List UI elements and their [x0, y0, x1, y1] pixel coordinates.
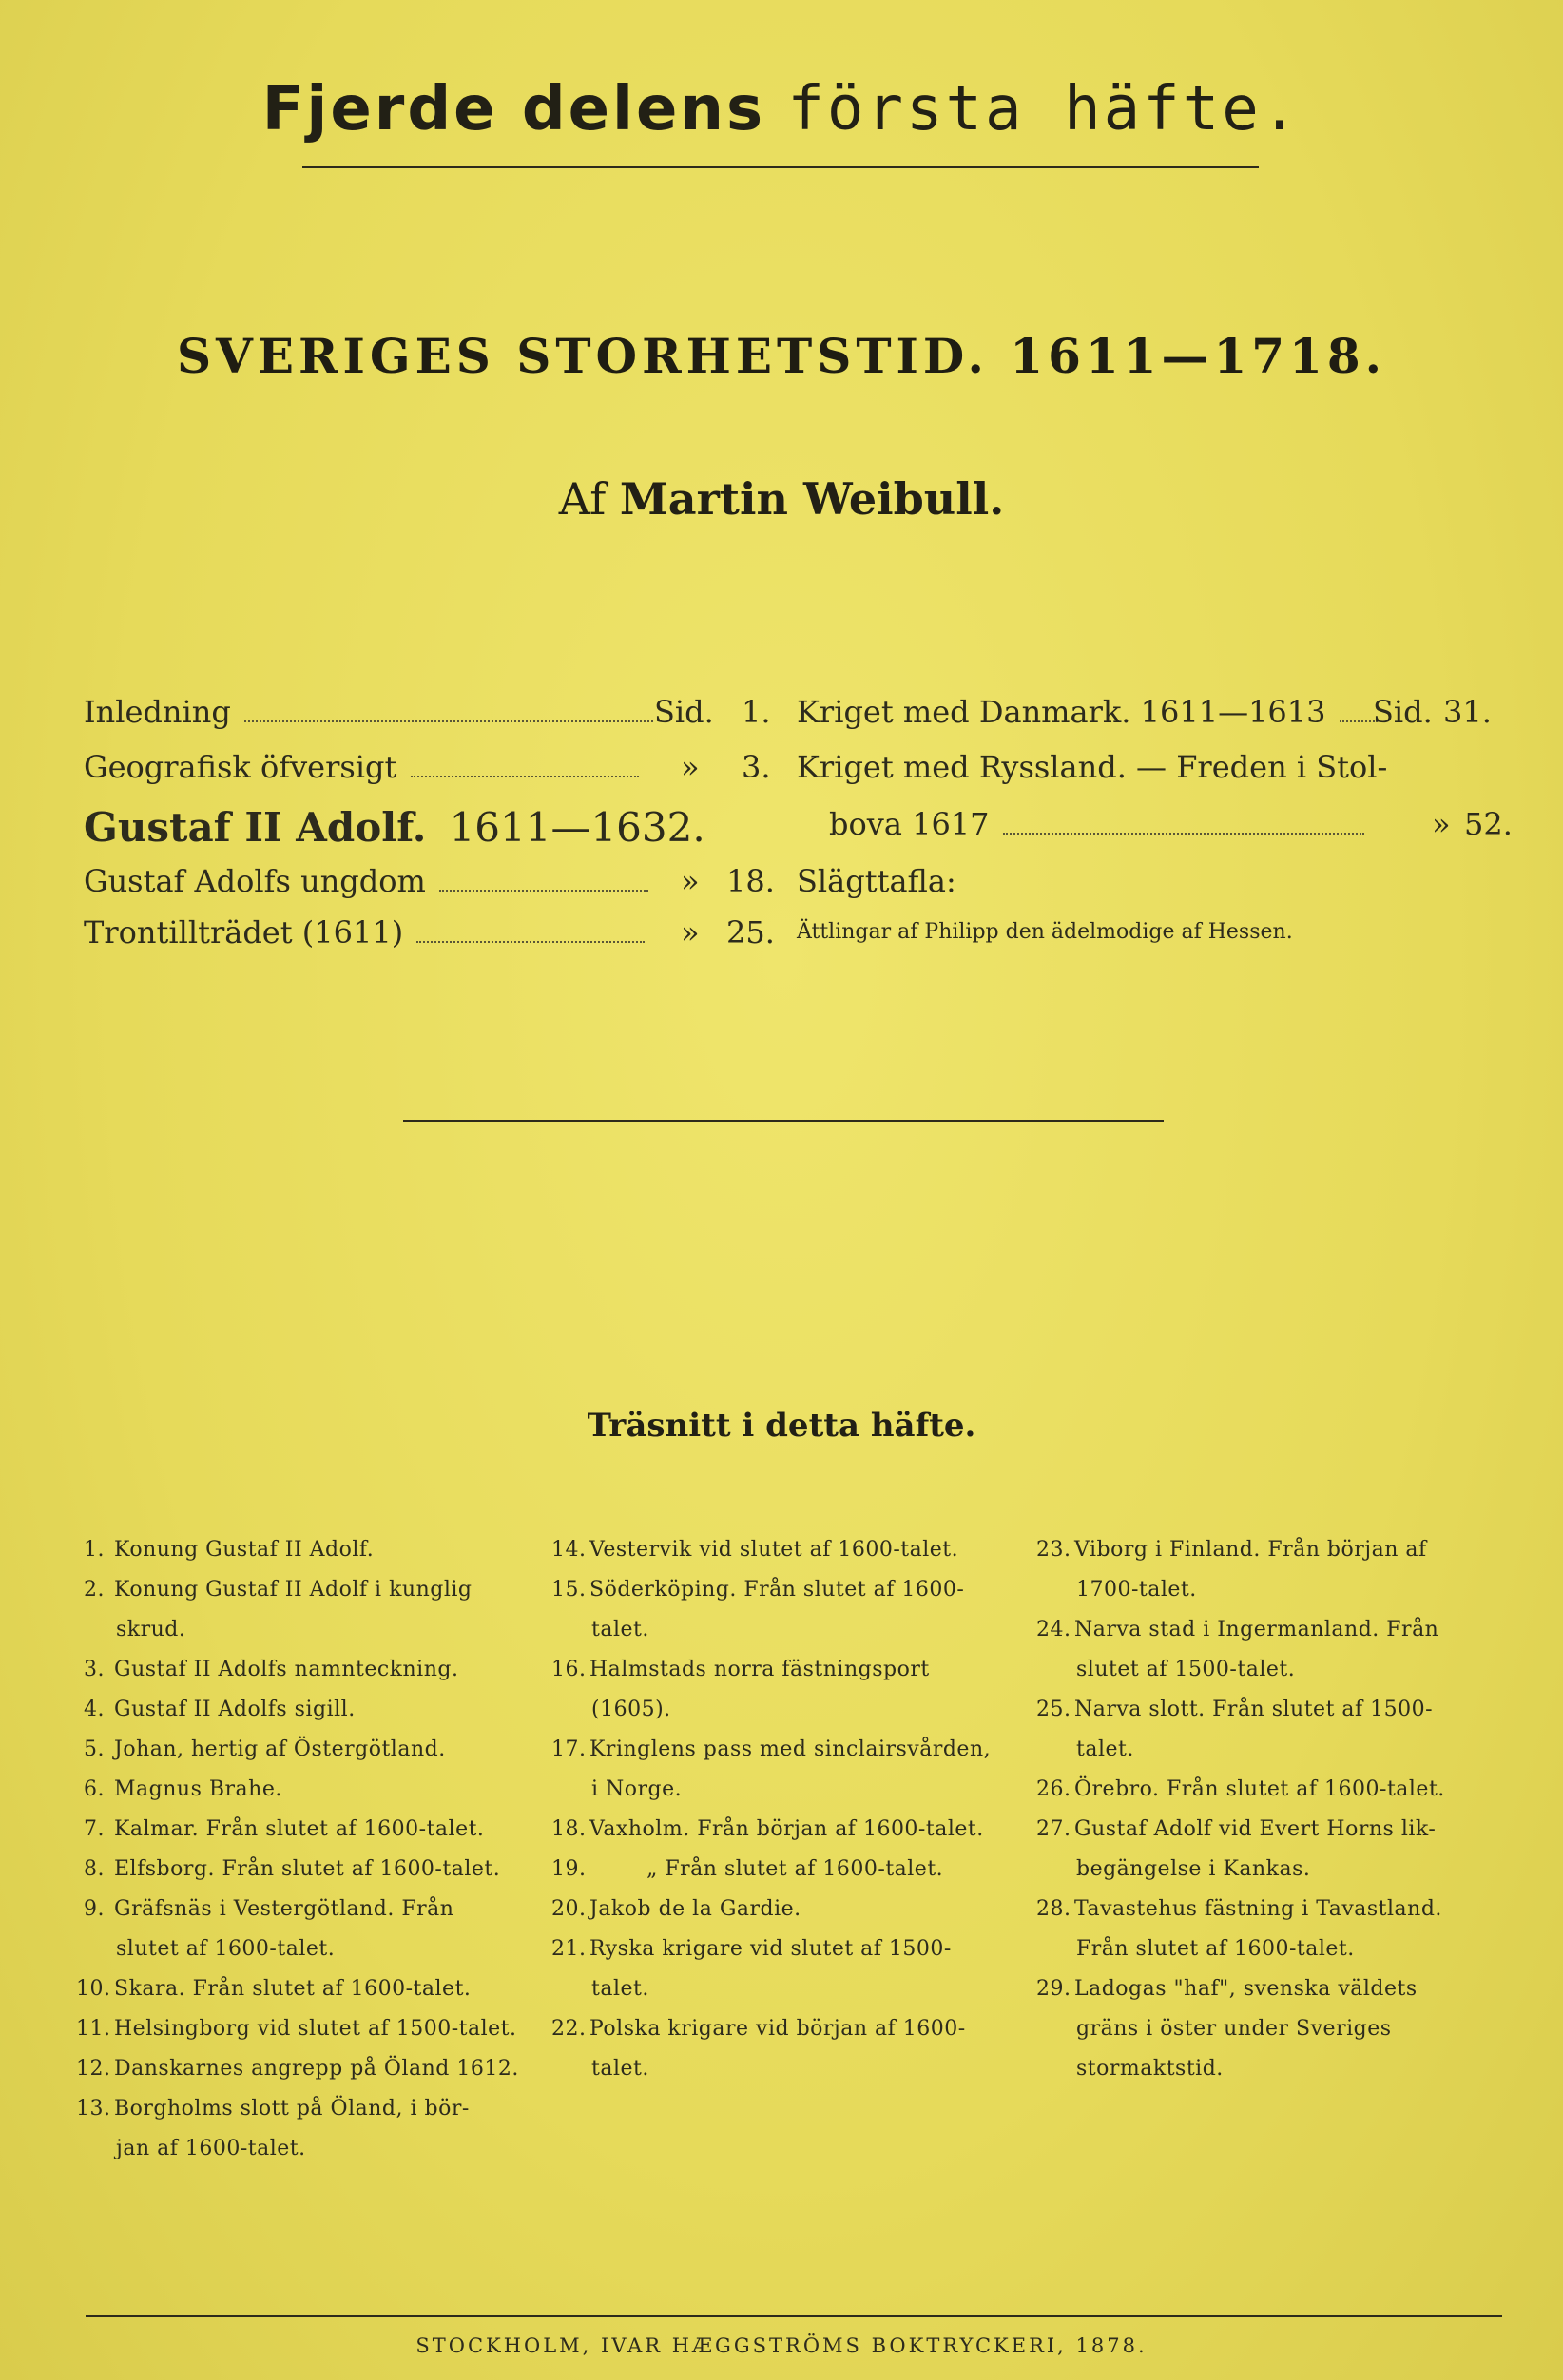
- item-number: 11.: [76, 2017, 111, 2041]
- toc-label: Slägttafla:: [797, 863, 956, 899]
- item-text-cont: i Norge.: [591, 1777, 683, 1801]
- item-number: 20.: [551, 1897, 587, 1921]
- imprint-footer: STOCKHOLM, IVAR HÆGGSTRÖMS BOKTRYCKERI, 1878.: [415, 2334, 1148, 2357]
- toc-entry: [829, 806, 1513, 848]
- toc-marker: Sid.: [654, 694, 714, 730]
- toc-leader: [416, 941, 645, 943]
- list-item: [76, 1650, 551, 1690]
- toc-label: Gustaf II Adolf.: [84, 804, 427, 851]
- toc-leader: [411, 776, 639, 777]
- item-number: 19.: [551, 1857, 587, 1881]
- item-text: Örebro. Från slutet af 1600-talet.: [1074, 1777, 1445, 1801]
- item-text: Gustaf II Adolfs namnteckning.: [114, 1658, 459, 1681]
- toc-marker: Sid.: [1373, 694, 1433, 730]
- item-text-cont: talet.: [591, 1977, 649, 2001]
- list-item: [76, 1690, 551, 1730]
- item-text-cont: slutet af 1600-talet.: [116, 1937, 336, 1961]
- toc-entry: [797, 749, 1500, 791]
- item-text: „ Från slutet af 1600-talet.: [646, 1857, 944, 1881]
- list-item: [551, 1850, 1036, 1890]
- heading-part2: första häfte.: [787, 74, 1302, 144]
- item-number: 21.: [551, 1937, 587, 1961]
- toc-label: Kriget med Danmark. 1611—1613: [797, 694, 1326, 730]
- list-item: [1036, 1969, 1512, 2089]
- item-text: Vaxholm. Från början af 1600-talet.: [589, 1817, 984, 1841]
- woodcuts-col-1: [76, 1530, 551, 2169]
- list-item: [76, 2089, 551, 2169]
- item-text-cont: (1605).: [591, 1698, 671, 1721]
- toc-page: 18.: [726, 863, 775, 899]
- item-number: 3.: [84, 1658, 105, 1681]
- item-number: 16.: [551, 1658, 587, 1681]
- heading-rule: [302, 166, 1259, 168]
- toc-label: Ättlingar af Philipp den ädelmodige af Hessen.: [797, 920, 1293, 944]
- item-number: 24.: [1036, 1618, 1071, 1641]
- item-number: 22.: [551, 2017, 587, 2041]
- item-text: Ladogas "haf", svenska väldets: [1074, 1977, 1418, 2001]
- list-item: [551, 1530, 1036, 1570]
- toc-label: Trontillträdet (1611): [84, 914, 404, 950]
- toc-leader: [1003, 833, 1364, 835]
- woodcuts-col-2: [551, 1530, 1036, 2089]
- item-text: Elfsborg. Från slutet af 1600-talet.: [114, 1857, 501, 1881]
- list-item: [551, 1730, 1036, 1810]
- item-number: 18.: [551, 1817, 587, 1841]
- item-text: Kalmar. Från slutet af 1600-talet.: [114, 1817, 485, 1841]
- item-number: 6.: [84, 1777, 105, 1801]
- toc-leader: [244, 720, 653, 722]
- toc-entry: [797, 694, 1500, 736]
- list-item: [76, 1770, 551, 1810]
- item-text: Ryska krigare vid slutet af 1500-: [589, 1937, 952, 1961]
- list-item: [76, 1969, 551, 2009]
- list-item: [76, 1530, 551, 1570]
- toc-leader: [1340, 720, 1378, 722]
- list-item: [551, 1570, 1036, 1650]
- item-text: Gustaf Adolf vid Evert Horns lik-: [1074, 1817, 1437, 1841]
- list-item: [551, 1929, 1036, 2009]
- item-text-cont: talet.: [591, 1618, 649, 1641]
- list-item: [551, 1650, 1036, 1730]
- toc-entry: [84, 863, 775, 905]
- book-title: SVERIGES STORHETSTID. 1611—1718.: [176, 328, 1387, 384]
- item-number: 29.: [1036, 1977, 1071, 2001]
- item-number: 10.: [76, 1977, 111, 2001]
- item-text: Konung Gustaf II Adolf.: [114, 1538, 375, 1562]
- toc-label: Gustaf Adolfs ungdom: [84, 863, 426, 899]
- toc-page: 3.: [742, 749, 771, 785]
- author-name: Martin Weibull.: [619, 473, 1005, 525]
- list-item: [1036, 1810, 1512, 1890]
- list-item: [76, 1810, 551, 1850]
- list-item: [551, 2009, 1036, 2089]
- item-text-cont: begängelse i Kankas.: [1076, 1857, 1311, 1881]
- toc-leader: [439, 890, 648, 892]
- item-text: Narva slott. Från slutet af 1500-: [1074, 1698, 1434, 1721]
- list-item: [1036, 1690, 1512, 1770]
- item-text: Borgholms slott på Öland, i bör-: [114, 2097, 470, 2121]
- woodcuts-heading: Träsnitt i detta häfte.: [587, 1407, 976, 1445]
- item-text: Vestervik vid slutet af 1600-talet.: [589, 1538, 959, 1562]
- toc-page: 31.: [1443, 694, 1492, 730]
- toc-page: 25.: [726, 914, 775, 950]
- toc-marker: »: [681, 749, 700, 785]
- item-text: Gräfsnäs i Vestergötland. Från: [114, 1897, 454, 1921]
- list-item: [76, 1890, 551, 1969]
- toc-entry: [797, 863, 1500, 905]
- item-text: Viborg i Finland. Från början af: [1074, 1538, 1427, 1562]
- list-item: [76, 1730, 551, 1770]
- item-text-cont: stormaktstid.: [1076, 2057, 1224, 2081]
- toc-marker: »: [681, 914, 700, 950]
- item-number: 15.: [551, 1578, 587, 1602]
- item-number: 8.: [84, 1857, 105, 1881]
- item-number: 25.: [1036, 1698, 1071, 1721]
- toc-entry: [84, 749, 771, 791]
- toc-entry: [84, 914, 775, 956]
- list-item: [551, 1810, 1036, 1850]
- author-prefix: Af: [558, 473, 607, 525]
- item-number: 23.: [1036, 1538, 1071, 1562]
- item-number: 28.: [1036, 1897, 1071, 1921]
- toc-marker: »: [1432, 806, 1451, 842]
- list-item: [1036, 1530, 1512, 1610]
- item-number: 26.: [1036, 1777, 1071, 1801]
- toc-entry: [84, 694, 771, 736]
- item-text-cont: jan af 1600-talet.: [116, 2137, 306, 2160]
- item-text: Johan, hertig af Östergötland.: [114, 1737, 446, 1761]
- mid-rule: [403, 1120, 1164, 1122]
- item-text: Danskarnes angrepp på Öland 1612.: [114, 2057, 519, 2081]
- toc-label: Inledning: [84, 694, 231, 730]
- item-number: 4.: [84, 1698, 105, 1721]
- footer-rule: [86, 2315, 1502, 2317]
- item-number: 1.: [84, 1538, 105, 1562]
- item-text: Söderköping. Från slutet af 1600-: [589, 1578, 965, 1602]
- item-text: Polska krigare vid början af 1600-: [589, 2017, 966, 2041]
- item-text: Magnus Brahe.: [114, 1777, 282, 1801]
- list-item: [76, 1850, 551, 1890]
- item-text-cont: 1700-talet.: [1076, 1578, 1197, 1602]
- list-item: [76, 2009, 551, 2049]
- toc-label: bova 1617: [829, 806, 990, 842]
- item-number: 9.: [84, 1897, 105, 1921]
- issue-heading: [0, 74, 1563, 144]
- item-text-cont: talet.: [1076, 1737, 1134, 1761]
- item-text: Jakob de la Gardie.: [589, 1897, 801, 1921]
- toc-entry: [797, 920, 1500, 954]
- list-item: [76, 1570, 551, 1650]
- author-line: [0, 473, 1563, 525]
- woodcuts-col-3: [1036, 1530, 1512, 2089]
- item-text: Kringlens pass med sinclairsvården,: [589, 1737, 992, 1761]
- item-number: 7.: [84, 1817, 105, 1841]
- item-text: Tavastehus fästning i Tavastland.: [1074, 1897, 1442, 1921]
- toc-label: Geografisk öfversigt: [84, 749, 397, 785]
- item-text: Halmstads norra fästningsport: [589, 1658, 930, 1681]
- item-number: 27.: [1036, 1817, 1071, 1841]
- toc-page: 52.: [1464, 806, 1513, 842]
- item-number: 13.: [76, 2097, 111, 2121]
- list-item: [551, 1890, 1036, 1929]
- item-number: 2.: [84, 1578, 105, 1602]
- list-item: [1036, 1770, 1512, 1810]
- heading-part1: Fjerde delens: [261, 74, 766, 144]
- item-text-cont: skrud.: [116, 1618, 186, 1641]
- item-text-cont: slutet af 1500-talet.: [1076, 1658, 1296, 1681]
- toc-marker: »: [681, 863, 700, 899]
- item-text-cont: Från slutet af 1600-talet.: [1076, 1937, 1355, 1961]
- list-item: [1036, 1610, 1512, 1690]
- item-number: 5.: [84, 1737, 105, 1761]
- item-number: 17.: [551, 1737, 587, 1761]
- item-text-cont: talet.: [591, 2057, 649, 2081]
- item-text: Skara. Från slutet af 1600-talet.: [114, 1977, 472, 2001]
- toc-entry: [84, 804, 768, 852]
- item-text-cont: gräns i öster under Sveriges: [1076, 2017, 1392, 2041]
- item-number: 14.: [551, 1538, 587, 1562]
- item-text: Narva stad i Ingermanland. Från: [1074, 1618, 1439, 1641]
- list-item: [76, 2049, 551, 2089]
- toc-years: 1611—1632.: [449, 804, 705, 851]
- toc-label: Kriget med Ryssland. — Freden i Stol-: [797, 749, 1388, 785]
- toc-page: 1.: [742, 694, 771, 730]
- list-item: [1036, 1890, 1512, 1969]
- item-text: Gustaf II Adolfs sigill.: [114, 1698, 356, 1721]
- item-text: Helsingborg vid slutet af 1500-talet.: [114, 2017, 517, 2041]
- item-number: 12.: [76, 2057, 111, 2081]
- item-text: Konung Gustaf II Adolf i kunglig: [114, 1578, 473, 1602]
